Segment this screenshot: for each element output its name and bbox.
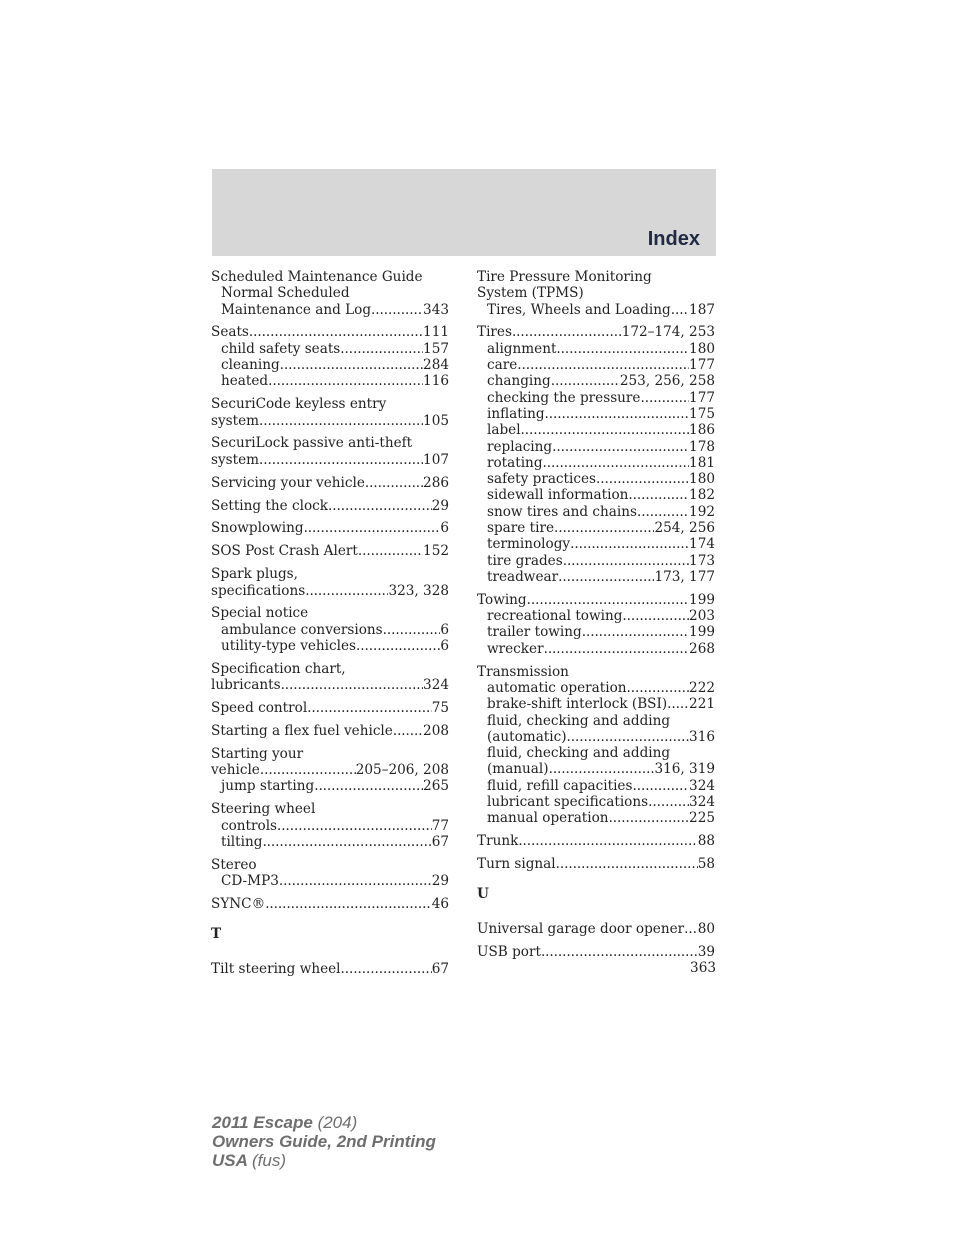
entry-text: Turn signal	[477, 856, 556, 873]
entry-page-ref: 29	[431, 497, 449, 514]
entry-text: controls	[221, 817, 278, 834]
entry-page-ref: 6	[440, 520, 449, 537]
dot-leader	[556, 856, 698, 872]
entry-text: vehicle	[211, 762, 260, 779]
dot-leader	[517, 357, 689, 373]
dot-leader	[570, 536, 689, 552]
entry-page-ref: 29	[431, 873, 449, 890]
entry-text: treadwear	[487, 568, 559, 585]
dot-leader	[371, 302, 423, 318]
entry-page-ref: 111	[423, 324, 449, 341]
entry-text: lubricants	[211, 677, 281, 694]
index-entry-line	[477, 944, 715, 960]
dot-leader	[249, 324, 423, 340]
index-entry	[211, 746, 449, 795]
entry-text: Tire Pressure Monitoring	[477, 269, 652, 285]
entry-page-ref: 225	[689, 810, 715, 827]
dot-leader	[279, 873, 432, 889]
entry-text: alignment	[487, 340, 557, 357]
index-subentry-line	[477, 608, 715, 624]
entry-text: Starting your	[211, 745, 304, 762]
entry-page-ref: 181	[689, 454, 715, 471]
entry-text: inflating	[487, 405, 545, 422]
entry-page-ref: 172–174, 253	[621, 324, 715, 341]
entry-page-ref: 187	[689, 301, 715, 318]
index-subentry-line	[477, 504, 715, 520]
entry-page-ref: 192	[689, 503, 715, 520]
index-entry-line	[211, 857, 449, 873]
entry-text: child safety seats	[221, 340, 341, 357]
entry-text: brake-shift interlock (BSI)	[487, 696, 668, 713]
index-entry-line	[211, 961, 449, 977]
index-subentry-line	[211, 302, 449, 318]
index-entry	[211, 566, 449, 599]
entry-text: snow tires and chains	[487, 503, 637, 520]
entry-text: tilting	[221, 833, 263, 850]
entry-page-ref: 199	[689, 591, 715, 608]
index-entry-line	[211, 723, 449, 739]
index-subentry-line	[211, 357, 449, 373]
dot-leader	[527, 592, 689, 608]
index-subentry-line	[477, 810, 715, 826]
entry-page-ref: 180	[689, 471, 715, 488]
index-entry	[211, 324, 449, 389]
entry-text: automatic operation	[487, 679, 627, 696]
entry-text: SecuriLock passive anti-theft	[211, 435, 413, 452]
index-subentry-line	[477, 406, 715, 422]
index-entry	[211, 435, 449, 468]
dot-leader	[307, 700, 432, 716]
index-entry-line	[211, 896, 449, 912]
entry-text: CD-MP3	[221, 873, 279, 890]
dot-leader	[260, 762, 356, 778]
index-entry-line	[477, 592, 715, 608]
entry-page-ref: 175	[689, 405, 715, 422]
index-entry-line	[211, 324, 449, 340]
index-subentry-line	[477, 373, 715, 389]
entry-page-ref: 253, 256, 258	[619, 373, 715, 390]
dot-leader	[567, 729, 690, 745]
entry-page-ref: 343	[423, 301, 449, 318]
index-subentry-line	[211, 818, 449, 834]
entry-text: lubricant specifications	[487, 793, 649, 810]
entry-page-ref: 157	[423, 340, 449, 357]
index-entry-line	[211, 566, 449, 582]
index-subentry-line	[211, 834, 449, 850]
entry-text: label	[487, 422, 521, 439]
entry-text: (manual)	[487, 761, 549, 778]
entry-text: SOS Post Crash Alert	[211, 543, 358, 560]
index-entry-line	[477, 856, 715, 872]
index-entry-line	[477, 664, 715, 680]
section-letter: T	[211, 926, 222, 943]
entry-page-ref: 173	[689, 552, 715, 569]
footer-line-market	[212, 1151, 436, 1170]
dot-leader	[383, 622, 441, 638]
entry-page-ref: 324	[689, 777, 715, 794]
index-entry	[211, 961, 449, 977]
index-entry-line	[211, 677, 449, 693]
dot-leader	[541, 944, 698, 960]
entry-text: system	[211, 412, 260, 429]
entry-text: SYNC®	[211, 896, 266, 912]
entry-page-ref: 107	[423, 451, 449, 468]
entry-page-ref: 152	[423, 543, 449, 560]
dot-leader	[628, 487, 689, 503]
dot-leader	[265, 896, 432, 912]
index-subentry-line	[211, 778, 449, 794]
entry-page-ref: 58	[697, 856, 715, 873]
entry-text: heated	[221, 373, 269, 390]
index-entry	[211, 396, 449, 429]
index-subentry-line	[477, 422, 715, 438]
index-subentry-line	[211, 341, 449, 357]
index-entry-line	[211, 452, 449, 468]
entry-page-ref: 254, 256	[654, 520, 715, 537]
entry-page-ref: 177	[689, 389, 715, 406]
index-entry-line	[211, 435, 449, 451]
index-column-left	[211, 269, 449, 983]
entry-text: Tires, Wheels and Loading	[487, 301, 671, 318]
dot-leader	[340, 341, 423, 357]
entry-text: jump starting	[221, 778, 315, 795]
index-subentry-line	[477, 745, 715, 761]
index-entry-line	[211, 700, 449, 716]
index-subentry-line	[477, 696, 715, 712]
entry-text: Specification chart,	[211, 660, 346, 677]
index-entry	[477, 856, 715, 872]
entry-page-ref: 75	[431, 700, 449, 717]
index-entry	[211, 475, 449, 491]
dot-leader	[393, 723, 423, 739]
entry-page-ref: 67	[431, 960, 449, 977]
entry-text: manual operation	[487, 810, 609, 827]
entry-text: Scheduled Maintenance Guide	[211, 269, 423, 285]
index-subentry-line	[477, 553, 715, 569]
dot-leader	[268, 373, 423, 389]
entry-text: terminology	[487, 536, 571, 553]
index-entry	[477, 269, 715, 318]
index-subentry-line	[211, 285, 449, 301]
entry-text: cleaning	[221, 357, 280, 374]
entry-text: fluid, checking and adding	[487, 712, 671, 729]
index-entry-line	[211, 396, 449, 412]
index-entry-line	[211, 605, 449, 621]
entry-text: ambulance conversions	[221, 621, 383, 638]
index-entry	[211, 723, 449, 739]
footer-model-code: (204)	[317, 1113, 358, 1132]
entry-text: safety practices	[487, 471, 596, 488]
entry-text: Snowplowing	[211, 520, 304, 537]
entry-page-ref: 324	[689, 793, 715, 810]
entry-page-ref: 6	[440, 621, 449, 638]
index-entry	[211, 543, 449, 559]
entry-text: (automatic)	[487, 728, 567, 745]
index-subentry-line	[477, 680, 715, 696]
entry-page-ref: 46	[431, 896, 449, 912]
entry-text: Stereo	[211, 856, 257, 873]
index-subentry-line	[477, 729, 715, 745]
entry-text: wrecker	[487, 640, 544, 657]
entry-text: spare tire	[487, 520, 554, 537]
index-entry	[211, 605, 449, 654]
entry-page-ref: 116	[423, 373, 449, 390]
index-entry-line	[477, 921, 715, 937]
entry-page-ref: 182	[689, 487, 715, 504]
entry-page-ref: 39	[697, 943, 715, 960]
dot-leader	[521, 422, 690, 438]
dot-leader	[667, 696, 689, 712]
index-entry	[211, 700, 449, 716]
index-subentry-line	[477, 794, 715, 810]
index-subentry-line	[211, 638, 449, 654]
index-entry-line	[211, 762, 449, 778]
entry-text: rotating	[487, 454, 543, 471]
index-entry-line	[211, 520, 449, 536]
page-number: 363	[690, 960, 716, 976]
entry-text: Tires	[477, 324, 512, 341]
entry-page-ref: 178	[689, 438, 715, 455]
dot-leader	[259, 413, 423, 429]
entry-text: system	[211, 451, 260, 468]
index-entry	[477, 592, 715, 657]
index-subentry-line	[477, 341, 715, 357]
index-subentry-line	[477, 520, 715, 536]
index-entry	[211, 498, 449, 514]
entry-text: tire grades	[487, 552, 563, 569]
entry-page-ref: 177	[689, 357, 715, 374]
dot-leader	[545, 406, 690, 422]
entry-page-ref: 67	[431, 833, 449, 850]
index-subentry-line	[211, 373, 449, 389]
index-subentry-line	[211, 873, 449, 889]
entry-page-ref: 268	[689, 640, 715, 657]
index-entry	[211, 520, 449, 536]
index-entry-line	[211, 543, 449, 559]
entry-text: Steering wheel	[211, 801, 316, 818]
footer-market-code: (fus)	[252, 1151, 286, 1170]
entry-text: Towing	[477, 591, 527, 608]
index-entry-line	[211, 583, 449, 599]
index-subentry-line	[477, 439, 715, 455]
index-entry	[477, 664, 715, 827]
entry-text: Trunk	[477, 833, 519, 850]
footer-line-model	[212, 1113, 436, 1132]
page-title: Index	[647, 228, 700, 250]
dot-leader	[356, 638, 440, 654]
footer	[212, 1113, 436, 1170]
index-entry-line	[211, 746, 449, 762]
entry-page-ref: 80	[697, 920, 715, 937]
entry-text: utility-type vehicles	[221, 637, 357, 654]
dot-leader	[518, 833, 697, 849]
dot-leader	[281, 677, 423, 693]
index-subentry-line	[477, 624, 715, 640]
index-entry-line	[211, 413, 449, 429]
footer-guide: Owners Guide, 2nd Printing	[212, 1132, 436, 1151]
index-subentry-line	[477, 761, 715, 777]
entry-page-ref: 316	[689, 728, 715, 745]
dot-leader	[684, 921, 698, 937]
index-column-right	[477, 269, 715, 966]
entry-page-ref: 284	[423, 357, 449, 374]
entry-text: trailer towing	[487, 624, 582, 641]
entry-text: Spark plugs,	[211, 566, 298, 583]
entry-text: Speed control	[211, 700, 308, 717]
dot-leader	[582, 624, 689, 640]
entry-text: Special notice	[211, 605, 309, 622]
dot-leader	[549, 761, 655, 777]
entry-text: Tilt steering wheel	[211, 960, 341, 977]
entry-page-ref: 199	[689, 624, 715, 641]
dot-leader	[365, 475, 423, 491]
dot-leader	[556, 341, 689, 357]
entry-page-ref: 265	[423, 778, 449, 795]
dot-leader	[304, 520, 441, 536]
dot-leader	[596, 471, 689, 487]
index-entry	[477, 833, 715, 849]
index-entry	[211, 269, 449, 318]
entry-text: Seats	[211, 324, 249, 341]
dot-leader	[328, 498, 432, 514]
entry-page-ref: 173, 177	[654, 568, 715, 585]
index-entry	[477, 324, 715, 585]
index-entry	[477, 944, 715, 960]
entry-text: Transmission	[477, 663, 569, 680]
section-letter: U	[477, 886, 489, 903]
dot-leader	[262, 834, 431, 850]
dot-leader	[280, 357, 423, 373]
index-subentry-line	[477, 471, 715, 487]
entry-page-ref: 222	[689, 679, 715, 696]
entry-page-ref: 6	[440, 637, 449, 654]
dot-leader	[637, 504, 689, 520]
entry-page-ref: 286	[423, 474, 449, 491]
entry-text: sidewall information	[487, 487, 629, 504]
index-subentry-line	[477, 569, 715, 585]
index-subentry-line	[477, 357, 715, 373]
entry-page-ref: 221	[689, 696, 715, 713]
entry-page-ref: 77	[431, 817, 449, 834]
entry-page-ref: 186	[689, 422, 715, 439]
dot-leader	[563, 553, 689, 569]
dot-leader	[558, 569, 654, 585]
entry-text: replacing	[487, 438, 553, 455]
entry-text: checking the pressure	[487, 389, 641, 406]
dot-leader	[622, 608, 689, 624]
index-entry-line	[211, 661, 449, 677]
entry-text: Universal garage door opener	[477, 920, 685, 937]
header-band	[212, 169, 716, 256]
dot-leader	[259, 452, 423, 468]
entry-text: USB port	[477, 943, 541, 960]
entry-text: SecuriCode keyless entry	[211, 396, 387, 413]
dot-leader	[544, 641, 689, 657]
entry-page-ref: 174	[689, 536, 715, 553]
index-subentry-line	[477, 487, 715, 503]
entry-text: Maintenance and Log	[221, 301, 372, 318]
index-entry	[477, 921, 715, 937]
dot-leader	[554, 520, 654, 536]
index-subentry-line	[477, 455, 715, 471]
index-entry-line	[211, 475, 449, 491]
entry-page-ref: 323, 328	[388, 582, 449, 599]
entry-text: fluid, checking and adding	[487, 745, 671, 762]
index-entry-line	[477, 285, 715, 301]
entry-page-ref: 180	[689, 340, 715, 357]
dot-leader	[341, 961, 432, 977]
footer-model: 2011 Escape	[212, 1113, 313, 1132]
index-subentry-line	[477, 390, 715, 406]
index-entry	[211, 661, 449, 694]
dot-leader	[277, 818, 432, 834]
entry-text: Setting the clock	[211, 497, 328, 514]
dot-leader	[648, 794, 689, 810]
entry-text: changing	[487, 373, 551, 390]
dot-leader	[512, 324, 622, 340]
entry-text: fluid, refill capacities	[487, 777, 633, 794]
index-entry-line	[211, 269, 449, 285]
dot-leader	[314, 778, 423, 794]
entry-page-ref: 205–206, 208	[355, 762, 449, 779]
index-entry-line	[477, 324, 715, 340]
entry-page-ref: 324	[423, 677, 449, 694]
index-entry-line	[477, 833, 715, 849]
dot-leader	[627, 680, 690, 696]
index-entry	[211, 801, 449, 850]
entry-page-ref: 105	[423, 412, 449, 429]
entry-page-ref: 203	[689, 608, 715, 625]
entry-text: Normal Scheduled	[221, 285, 350, 302]
entry-page-ref: 316, 319	[654, 761, 715, 778]
entry-text: System (TPMS)	[477, 285, 584, 302]
index-entry	[211, 896, 449, 912]
index-subentry-line	[477, 641, 715, 657]
index-entry-line	[211, 498, 449, 514]
index-subentry-line	[211, 622, 449, 638]
dot-leader	[609, 810, 689, 826]
entry-text: Servicing your vehicle	[211, 474, 365, 491]
entry-page-ref: 88	[697, 833, 715, 850]
dot-leader	[640, 390, 689, 406]
dot-leader	[305, 583, 388, 599]
footer-market: USA	[212, 1151, 248, 1170]
dot-leader	[551, 373, 620, 389]
entry-text: specifications	[211, 582, 306, 599]
entry-text: recreational towing	[487, 608, 623, 625]
dot-leader	[671, 302, 689, 318]
index-subentry-line	[477, 713, 715, 729]
entry-text: care	[487, 357, 518, 374]
entry-text: Starting a flex fuel vehicle	[211, 722, 393, 739]
dot-leader	[552, 439, 689, 455]
index-entry	[211, 857, 449, 890]
dot-leader	[358, 543, 423, 559]
index-subentry-line	[477, 778, 715, 794]
index-entry-line	[211, 801, 449, 817]
dot-leader	[632, 778, 689, 794]
dot-leader	[543, 455, 690, 471]
index-subentry-line	[477, 302, 715, 318]
index-entry-line	[477, 269, 715, 285]
index-subentry-line	[477, 536, 715, 552]
entry-page-ref: 208	[423, 722, 449, 739]
